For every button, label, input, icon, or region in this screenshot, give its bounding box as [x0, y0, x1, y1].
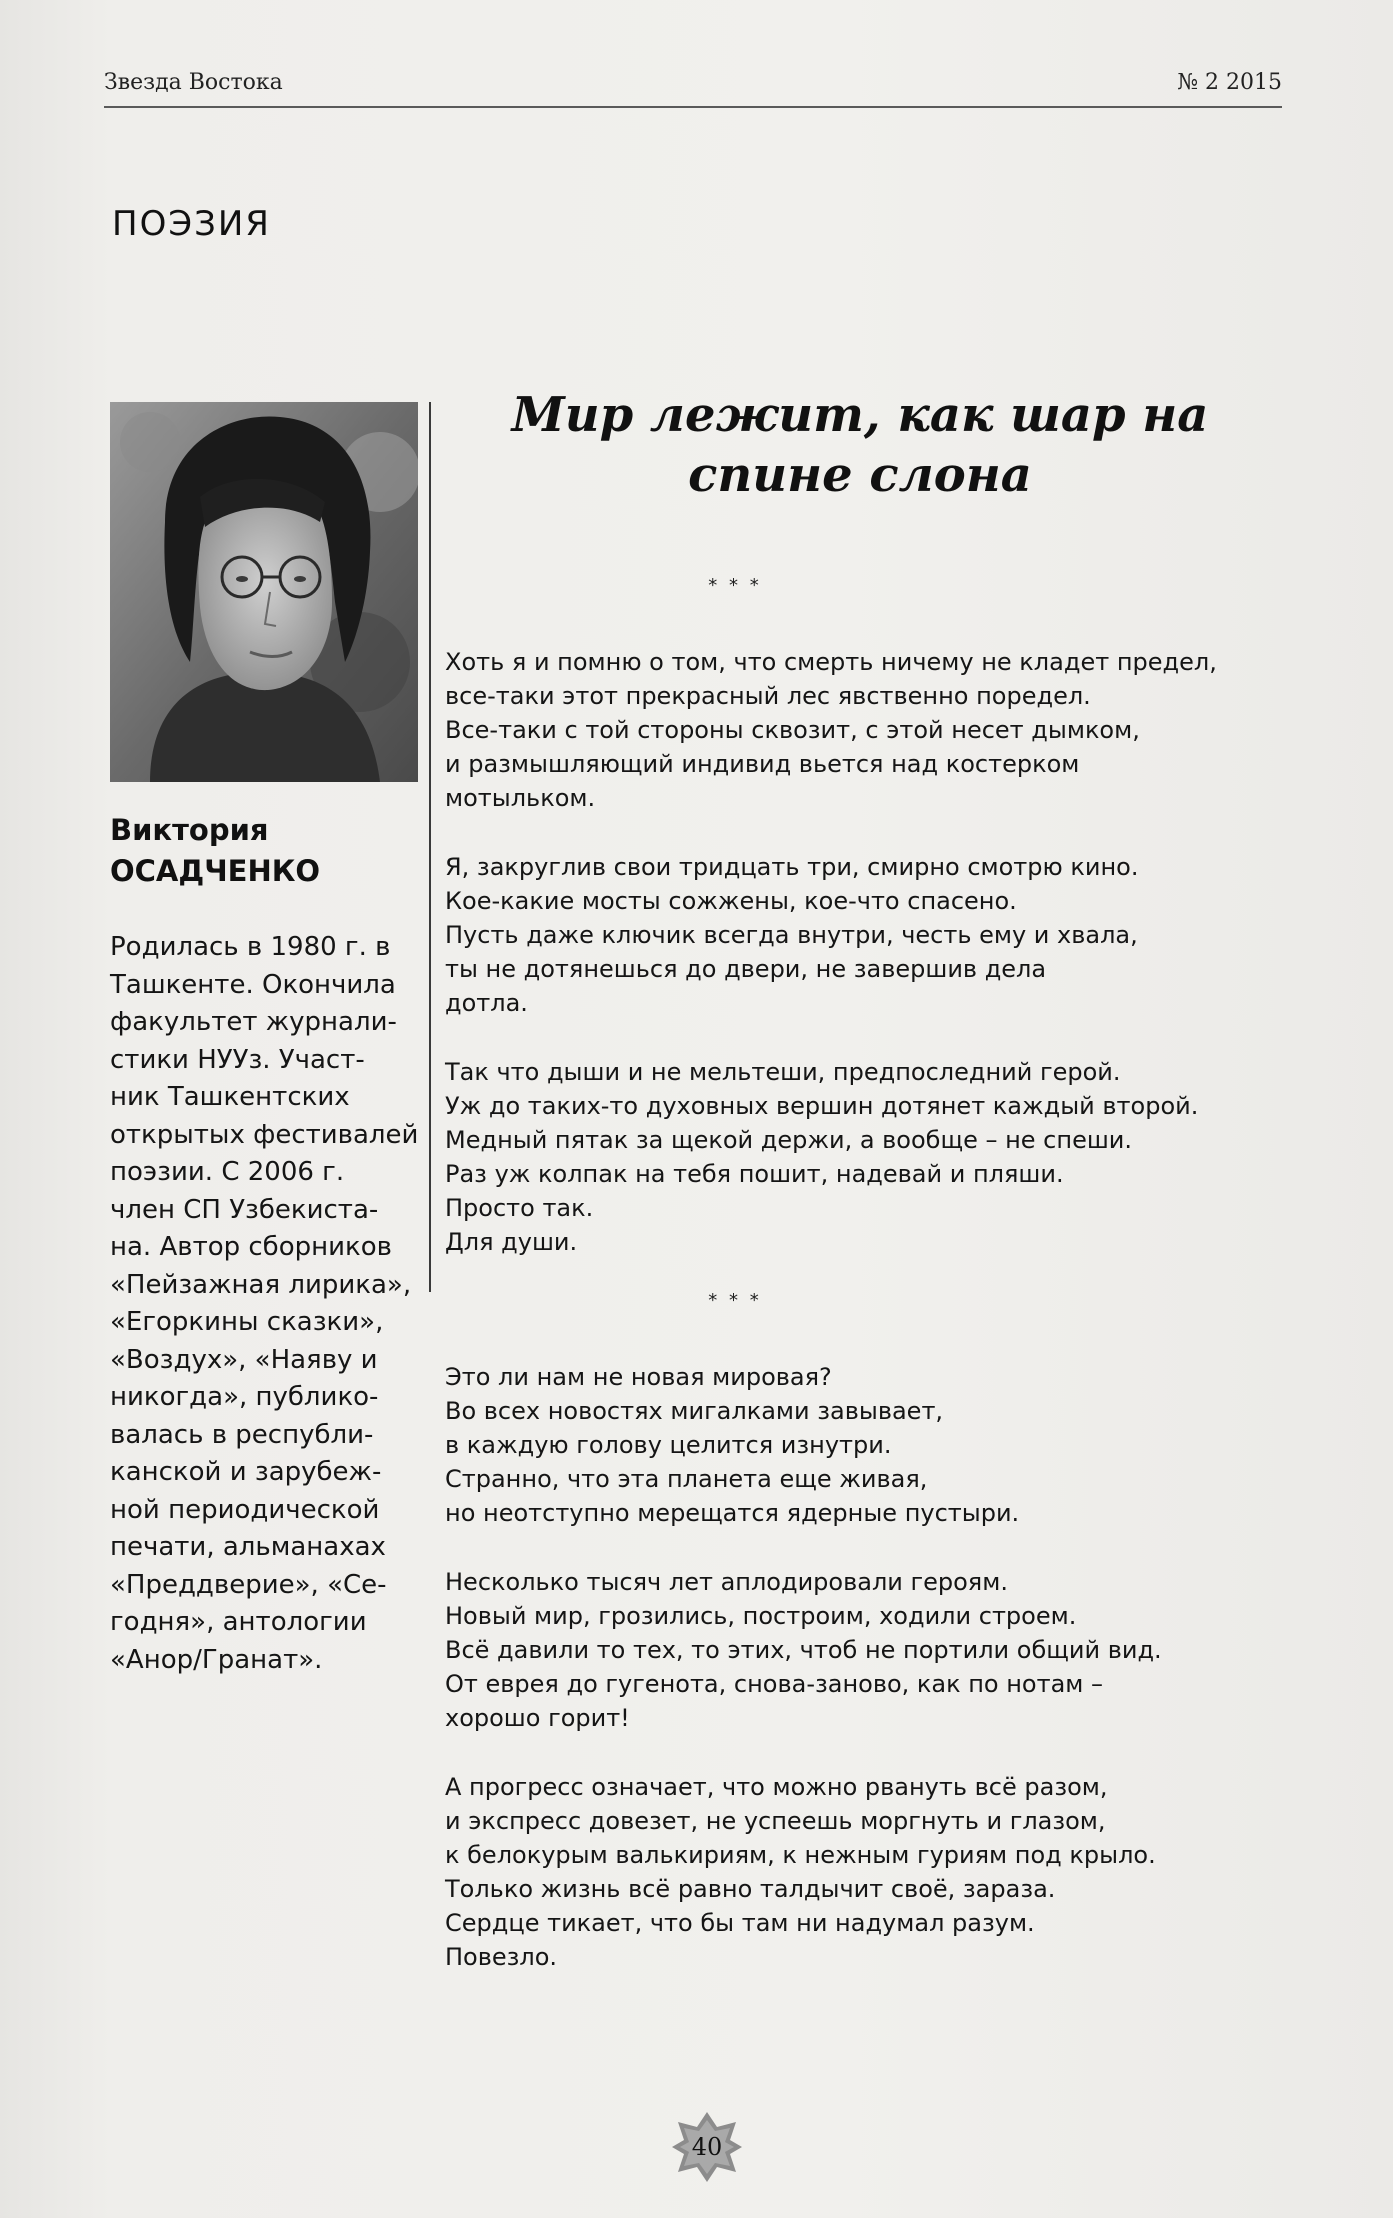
verse-line: Медный пятак за щекой держи, а вообще – не спеши.: [445, 1126, 1133, 1154]
bio-line: «Воздух», «Наяву и: [110, 1344, 378, 1375]
verse-line: мотыльком.: [445, 784, 596, 812]
verse-line: и размышляющий индивид вьется над костерком: [445, 750, 1080, 778]
verse-line: но неотступно мерещатся ядерные пустыри.: [445, 1499, 1020, 1527]
verse-line: Я, закруглив свои тридцать три, смирно смотрю кино.: [445, 853, 1139, 881]
bio-line: печати, альманахах: [110, 1532, 386, 1562]
poem-separator: * * *: [708, 575, 762, 596]
bio-line: никогда», публико-: [110, 1382, 379, 1412]
verse-line: и экспресс довезет, не успеешь моргнуть и глазом,: [445, 1807, 1106, 1835]
stanza: [445, 1360, 1305, 1530]
verse-line: хорошо горит!: [445, 1704, 630, 1732]
stanza: [445, 1565, 1305, 1735]
section-heading: ПОЭЗИЯ: [112, 204, 271, 244]
bio-line: «Преддверие», «Се-: [110, 1569, 387, 1600]
verse-line: Во всех новостях мигалками завывает,: [445, 1397, 944, 1425]
verse-line: Это ли нам не новая мировая?: [445, 1363, 832, 1391]
journal-title: Звезда Востока: [104, 70, 283, 95]
verse-line: в каждую голову целится изнутри.: [445, 1431, 892, 1459]
bio-line: ной периодической: [110, 1494, 380, 1525]
verse-line: Просто так.: [445, 1194, 594, 1222]
page-number-badge: [670, 2110, 744, 2184]
verse-line: Новый мир, грозились, построим, ходили строем.: [445, 1602, 1077, 1630]
bio-line: поэзии. С 2006 г.: [110, 1157, 345, 1187]
verse-line: Для души.: [445, 1228, 578, 1256]
verse-line: к белокурым валькириям, к нежным гуриям под крыло.: [445, 1841, 1156, 1869]
author-last-name: ОСАДЧЕНКО: [110, 854, 321, 888]
bio-line: Ташкенте. Окончила: [110, 969, 396, 1000]
verse-line: Странно, что эта планета еще живая,: [445, 1465, 928, 1493]
verse-line: От еврея до гугенота, снова-заново, как по нотам –: [445, 1670, 1104, 1698]
stanza: [445, 645, 1305, 815]
poem-separator: * * *: [708, 1290, 762, 1311]
bio-line: факультет журнали-: [110, 1007, 397, 1037]
stanza: [445, 1770, 1305, 1974]
verse-line: Так что дыши и не мельтеши, предпоследний герой.: [445, 1058, 1121, 1086]
verse-line: Раз уж колпак на тебя пошит, надевай и пляши.: [445, 1160, 1064, 1188]
bio-line: валась в республи-: [110, 1419, 374, 1450]
title-line: Мир лежит, как шар на: [511, 387, 1209, 443]
bio-line: годня», антологии: [110, 1607, 367, 1637]
stanza: [445, 850, 1305, 1020]
verse-line: Несколько тысяч лет аплодировали героям.: [445, 1568, 1008, 1596]
verse-line: А прогресс означает, что можно рвануть всё разом,: [445, 1773, 1108, 1801]
bio-line: «Анор/Гранат».: [110, 1644, 323, 1675]
verse-line: Хоть я и помню о том, что смерть ничему не кладет предел,: [445, 648, 1217, 676]
verse-line: дотла.: [445, 989, 528, 1017]
bio-line: ник Ташкентских: [110, 1082, 350, 1112]
verse-line: Уж до таких-то духовных вершин дотянет каждый второй.: [445, 1092, 1199, 1120]
bio-line: стики НУУз. Участ-: [110, 1044, 365, 1075]
issue-number: № 2 2015: [1177, 70, 1282, 95]
page-number: 40: [691, 2133, 723, 2161]
verse-line: Пусть даже ключик всегда внутри, честь ему и хвала,: [445, 921, 1138, 949]
bio-line: «Пейзажная лирика»,: [110, 1269, 412, 1300]
bio-line: Родилась в 1980 г. в: [110, 932, 391, 962]
verse-line: Кое-какие мосты сожжены, кое-что спасено.: [445, 887, 1017, 915]
verse-line: Всё давили то тех, то этих, чтоб не портили общий вид.: [445, 1636, 1162, 1664]
verse-line: Все-таки с той стороны сквозит, с этой несет дымком,: [445, 716, 1140, 744]
title-line: спине слона: [688, 447, 1032, 503]
author-portrait-image: [110, 402, 418, 782]
stanza: [445, 1055, 1305, 1259]
author-first-name: Виктория: [110, 813, 269, 847]
bio-line: открытых фестивалей: [110, 1119, 419, 1150]
bio-line: «Егоркины сказки»,: [110, 1307, 384, 1337]
bio-line: на. Автор сборников: [110, 1232, 392, 1262]
bio-line: член СП Узбекиста-: [110, 1194, 379, 1225]
verse-line: все-таки этот прекрасный лес явственно поредел.: [445, 682, 1091, 710]
verse-line: Сердце тикает, что бы там ни надумал разум.: [445, 1909, 1035, 1937]
poem-cycle-title: [460, 385, 1260, 505]
author-name: [110, 810, 320, 892]
bio-line: канской и зарубеж-: [110, 1457, 382, 1487]
verse-line: ты не дотянешься до двери, не завершив дела: [445, 955, 1047, 983]
verse-line: Повезло.: [445, 1943, 558, 1971]
author-photo: [110, 402, 418, 782]
running-header: [104, 70, 1282, 108]
author-bio: [110, 929, 430, 1679]
verse-line: Только жизнь всё равно талдычит своё, зараза.: [445, 1875, 1056, 1903]
